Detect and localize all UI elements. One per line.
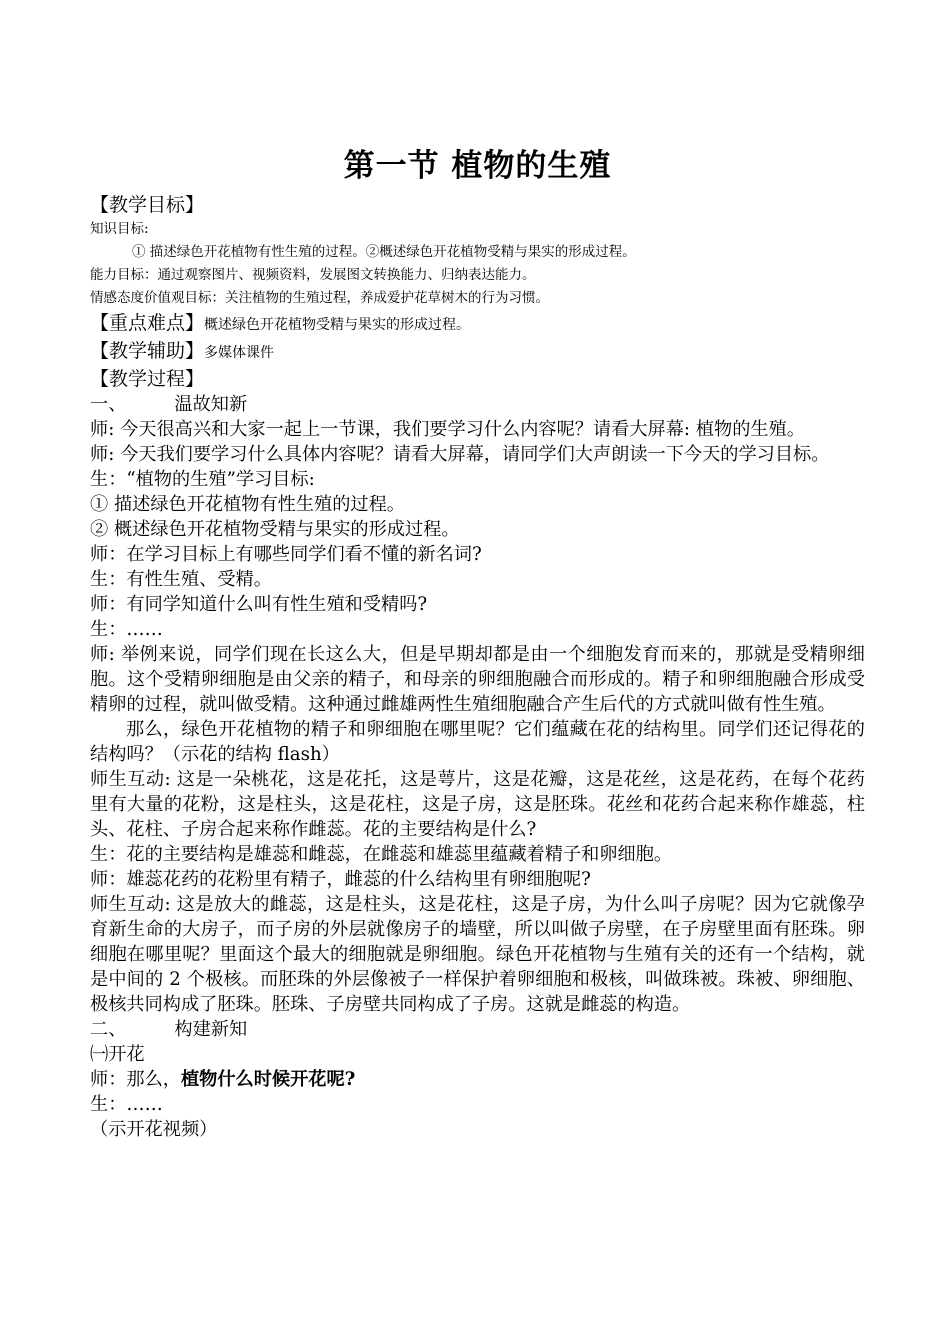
page-title: 第一节 植物的生殖 <box>343 148 612 184</box>
emotion-objective: 情感态度价值观目标：关注植物的生殖过程，养成爱护花草树木的行为习惯。 <box>90 290 549 306</box>
aids-text: 多媒体课件 <box>204 345 275 361</box>
subsection-heading: ㈠开花 <box>90 1044 145 1065</box>
dialogue-line: 师：有同学知道什么叫有性生殖和受精吗? <box>90 594 428 615</box>
dialogue-line: 师：在学习目标上有哪些同学们看不懂的新名词? <box>90 544 482 565</box>
aids-line <box>90 338 865 366</box>
section-1-heading <box>90 392 865 417</box>
dialogue-line: 师: 今天很高兴和大家一起上一节课，我们要学习什么内容呢？请看大屏幕: 植物的生殖。 <box>90 419 805 440</box>
teacher-question <box>90 1067 865 1092</box>
ability-objective: 能力目标：通过观察图片、视频资料，发展图文转换能力、归纳表达能力。 <box>90 267 536 283</box>
student-answer: 生：…… <box>90 1094 163 1115</box>
key-points-text: 概述绿色开花植物受精与果实的形成过程。 <box>204 317 471 333</box>
knowledge-label: 知识目标: <box>90 221 149 237</box>
section-2-number: 二、 <box>90 1019 127 1040</box>
dialogue-paragraph: 师生互动: 这是放大的雌蕊，这是柱头，这是花柱，这是子房，为什么叫子房呢？因为它就像孕育新生命的大房子，而子房的外层就像房子的墙壁，所以叫做子房壁，在子房壁里面有胚珠。卵细胞在哪里呢？里面这个最大的细胞就是卵细胞。绿色开花植物与生殖有关的还有一个结构，就是中间的 2 个极核。而胚珠的外层像被子一样保护着卵细胞和极核，叫做珠被。珠被、卵细胞、极核共同构成了胚珠。胚珠、子房壁共同构成了子房。这就是雌蕊的构造。 <box>90 894 865 1015</box>
section-2-heading <box>90 1017 865 1042</box>
document-page <box>90 140 865 1142</box>
dialogue-paragraph: 师: 举例来说，同学们现在长这么大，但是早期却都是由一个细胞发育而来的，那就是受精卵细胞。这个受精卵细胞是由父亲的精子，和母亲的卵细胞融合而形成的。精子和卵细胞融合形成受精卵的过程，就叫做受精。这种通过雌雄两性生殖细胞融合产生后代的方式就叫做有性生殖。 <box>90 644 865 715</box>
knowledge-items: ① 描述绿色开花植物有性生殖的过程。②概述绿色开花植物受精与果实的形成过程。 <box>132 244 636 260</box>
process-heading: 【教学过程】 <box>90 368 205 390</box>
key-points-heading: 【重点难点】 <box>90 312 205 334</box>
dialogue-paragraph: 师生互动: 这是一朵桃花，这是花托，这是萼片，这是花瓣，这是花丝，这是花药，在每个花药里有大量的花粉，这是柱头，这是花柱，这是子房，这是胚珠。花丝和花药合起来称作雄蕊，柱头、花柱、子房合起来称作雌蕊。花的主要结构是什么? <box>90 769 865 840</box>
dialogue-line: 生：花的主要结构是雄蕊和雌蕊，在雌蕊和雄蕊里蕴藏着精子和卵细胞。 <box>90 844 673 865</box>
dialogue-line: 生：“植物的生殖”学习目标: <box>90 469 315 490</box>
aids-heading: 【教学辅助】 <box>90 340 205 362</box>
dialogue-line: 生：…… <box>90 619 163 640</box>
video-note: （示开花视频） <box>90 1119 218 1140</box>
section-1-title: 温故知新 <box>174 394 248 415</box>
section-2-title: 构建新知 <box>174 1019 248 1040</box>
dialogue-line: 师: 今天我们要学习什么具体内容呢？请看大屏幕，请同学们大声朗读一下今天的学习目标。 <box>90 444 830 465</box>
objective-item: ② 概述绿色开花植物受精与果实的形成过程。 <box>90 519 460 540</box>
key-points-line <box>90 310 865 338</box>
flower-structure-paragraph: 那么，绿色开花植物的精子和卵细胞在哪里呢？它们蕴藏在花的结构里。同学们还记得花的结构吗？（示花的结构 flash） <box>90 719 865 765</box>
teacher-question-prefix: 师：那么， <box>90 1069 181 1090</box>
section-1-number: 一、 <box>90 394 127 415</box>
dialogue-line: 师：雄蕊花药的花粉里有精子，雌蕊的什么结构里有卵细胞呢? <box>90 869 591 890</box>
teacher-question-bold: 植物什么时候开花呢? <box>180 1069 356 1090</box>
objectives-heading: 【教学目标】 <box>90 194 205 216</box>
dialogue-line: 生：有性生殖、受精。 <box>90 569 272 590</box>
objective-item: ① 描述绿色开花植物有性生殖的过程。 <box>90 494 405 515</box>
